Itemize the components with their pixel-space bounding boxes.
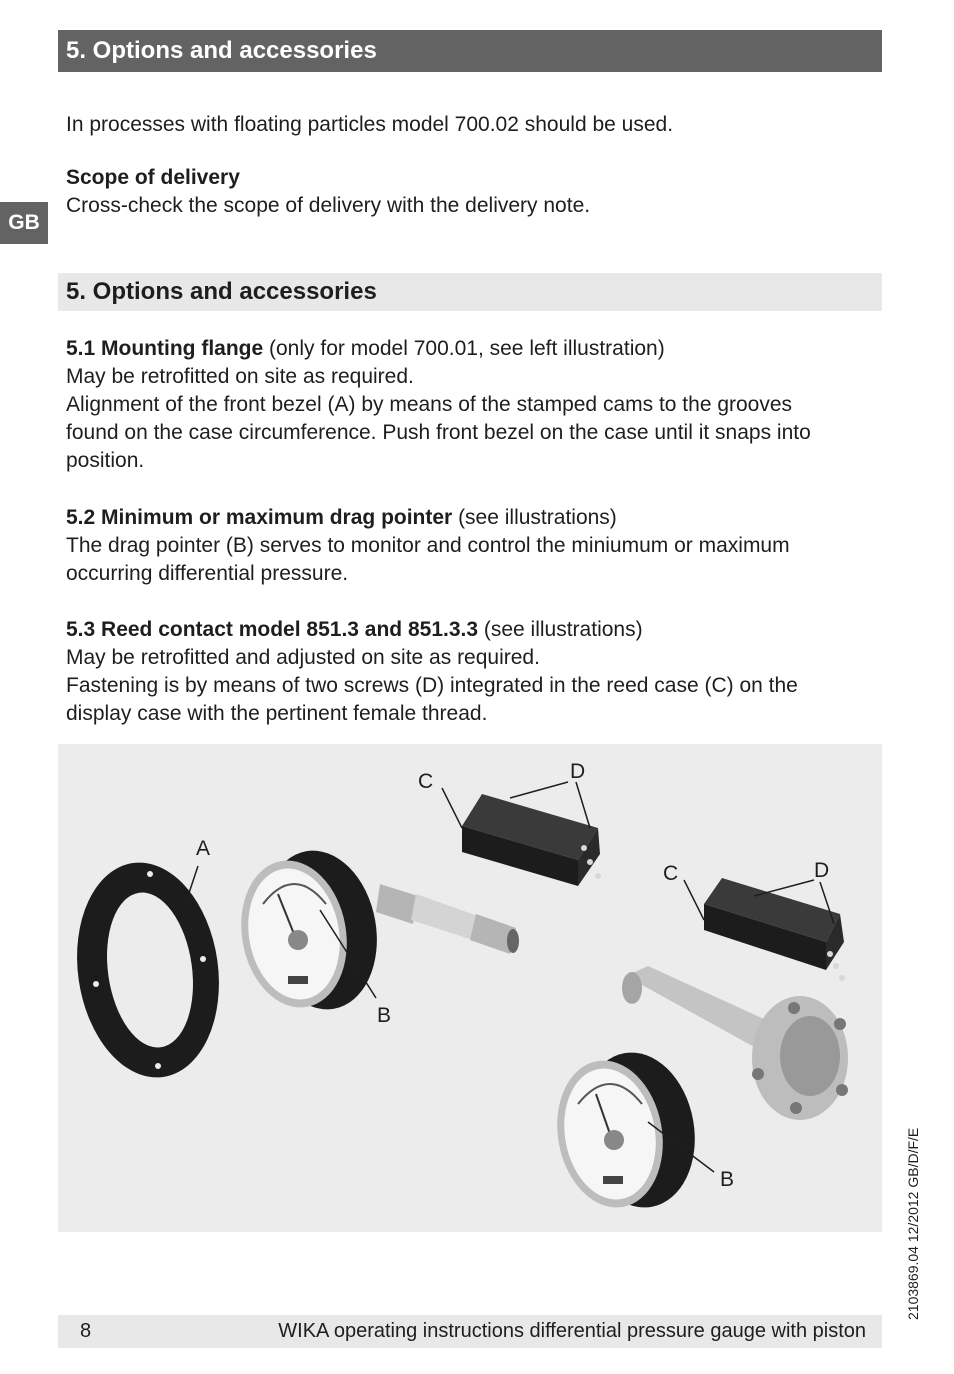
reed-contact-line-1: May be retrofitted and adjusted on site as required. [66,646,540,669]
drag-pointer-title: 5.2 Minimum or maximum drag pointer [66,506,453,529]
reed-contact-heading [66,616,874,644]
accessories-drawing [58,744,882,1232]
accessories-illustration [58,744,882,1232]
label-b-lower: B [720,1168,735,1191]
mounting-flange-line-1: May be retrofitted on site as required. [66,365,414,388]
label-b-upper: B [377,1004,392,1027]
label-c-upper: C [418,770,434,793]
mounting-flange-line-2: Alignment of the front bezel (A) by means of the stamped cams to the grooves [66,393,793,416]
drag-pointer-suffix: (see illustrations) [452,506,617,529]
floating-particles-note: In processes with floating particles model 700.02 should be used. [66,113,674,136]
label-d-lower: D [814,859,830,882]
drag-pointer-line-2: occurring differential pressure. [66,562,349,585]
reed-contact-title: 5.3 Reed contact model 851.3 and 851.3.3 [66,618,479,641]
reed-contact-suffix: (see illustrations) [478,618,643,641]
reed-contact-upper [462,794,601,886]
footer-title: WIKA operating instructions differential pressure gauge with piston [278,1320,866,1342]
drag-pointer-line-1: The drag pointer (B) serves to monitor and control the miniumum or maximum [66,534,790,557]
section-header-top: 5. Options and accessories [58,30,882,72]
pressure-gauge-lower [546,1043,707,1216]
mounting-flange-title: 5.1 Mounting flange [66,337,264,360]
mounting-flange-line-3: found on the case circumference. Push front bezel on the case until it snaps into [66,421,811,444]
label-c-lower: C [663,862,679,885]
drag-pointer-heading [66,504,874,532]
document-code: 2103869.04 12/2012 GB/D/F/E [905,1127,921,1320]
language-tab-gb[interactable]: GB [0,202,48,244]
scope-of-delivery-title: Scope of delivery [66,166,240,189]
mounting-flange-heading [66,335,874,363]
section-header-options: 5. Options and accessories [58,273,882,311]
page-footer [58,1315,882,1348]
pressure-gauge-upper [230,841,389,1018]
mounting-flange-suffix: (only for model 700.01, see left illustration) [263,337,665,360]
reed-contact-line-2: Fastening is by means of two screws (D) integrated in the reed case (C) on the [66,674,798,697]
mounting-flange-ring [64,853,233,1086]
reed-contact-line-3: display case with the pertinent female thread. [66,702,488,725]
piston-tube-upper [376,884,519,954]
mounting-flange-line-4: position. [66,449,145,472]
page-number: 8 [80,1320,92,1342]
label-a: A [196,837,211,860]
label-d-upper: D [570,760,586,783]
scope-of-delivery-text: Cross-check the scope of delivery with the delivery note. [66,194,591,217]
